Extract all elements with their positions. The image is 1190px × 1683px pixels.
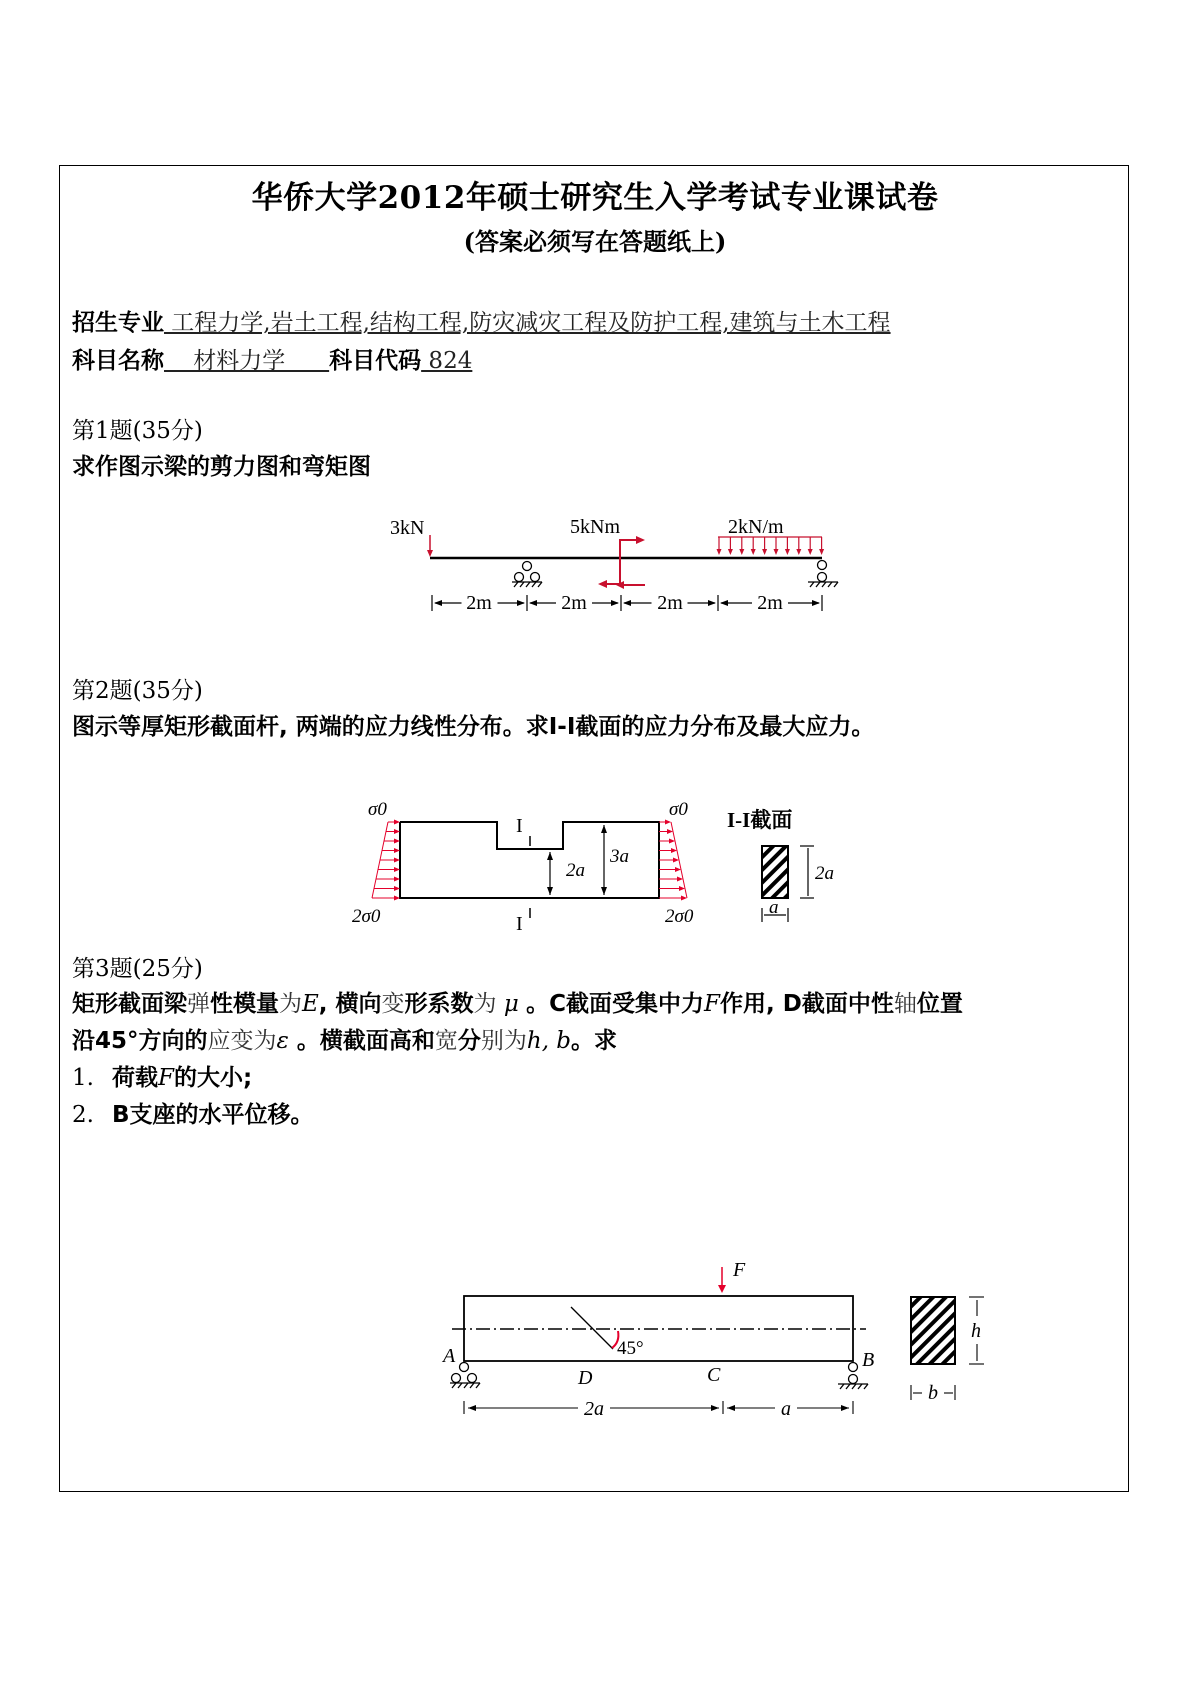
stress-arrow-head (671, 848, 677, 853)
q3-load-arrow (718, 1267, 726, 1293)
q3-text-line2 (72, 1022, 617, 1055)
text-run: 应变为 (207, 1028, 277, 1054)
udl-arrow-head (739, 549, 744, 555)
q1-text: 求作图示梁的剪力图和弯矩图 (72, 454, 371, 480)
dim-arrow-head (720, 600, 728, 606)
text-run: 别为 (480, 1028, 527, 1054)
q3-item-1 (72, 1059, 252, 1092)
text-run: 作用, D截面中性 (719, 991, 894, 1017)
stress-arrow-head (675, 867, 681, 872)
q1-span-label: 2m (657, 592, 683, 614)
q1-span-label: 2m (757, 592, 783, 614)
q3-section-width-label: b (928, 1382, 938, 1404)
q2-section-title: I-I截面 (727, 808, 793, 832)
udl-arrow-head (796, 549, 801, 555)
stress-arrow-head (665, 820, 671, 825)
major-value: 工程力学,岩土工程,结构工程,防灾减灾工程及防护工程,建筑与土木工程 (164, 310, 891, 336)
item-text: 荷载 (112, 1065, 158, 1091)
q1-roller-support-right (808, 561, 838, 588)
udl-arrow-head (774, 549, 779, 555)
q1-span-label: 2m (466, 592, 492, 614)
text-run: 矩形截面梁 (72, 991, 187, 1017)
dim-arrow-head (434, 600, 442, 606)
q2-section-height-dim (800, 846, 814, 898)
item-text: 的大小; (173, 1065, 253, 1091)
stress-arrow-head (673, 858, 679, 863)
udl-arrow-head (808, 549, 813, 555)
q1-point-load-arrow (427, 535, 433, 557)
udl-arrow-head (819, 549, 824, 555)
q1-moment-arrow (598, 536, 645, 588)
q2-stress-top-left: σ0 (368, 799, 387, 820)
q1-moment-label: 5kNm (570, 516, 620, 538)
q3-text-line1 (72, 985, 963, 1018)
exam-subtitle: (答案必须写在答题纸上) (463, 227, 727, 256)
var-f: F (704, 991, 720, 1017)
q1-span-label: 2m (561, 592, 587, 614)
q3-cross-section (911, 1297, 955, 1364)
text-run: 宽 (434, 1028, 458, 1054)
var-e: E (302, 991, 319, 1017)
q2-dim-notch (547, 852, 553, 895)
udl-arrow-head (785, 549, 790, 555)
text-run: 为 (279, 991, 302, 1017)
stress-arrow-head (679, 886, 685, 891)
text-run: 性模量 (210, 991, 279, 1017)
stress-arrow-head (667, 829, 673, 834)
q2-heading: 第2题(35分) (72, 678, 203, 704)
q3-point-d-label: D (578, 1367, 593, 1389)
stress-arrow-head (677, 877, 683, 882)
q3-section-height-label: h (971, 1320, 981, 1342)
text-run: , 横向 (318, 991, 382, 1017)
dim-arrow-head (611, 600, 619, 606)
q1-distributed-load-label: 2kN/m (728, 516, 784, 538)
q2-section-mark-top: I (516, 815, 523, 837)
text-run: 为 (473, 991, 497, 1017)
q2-section-mark-bottom: I (516, 913, 523, 935)
q3-45deg-line (571, 1307, 613, 1349)
text-run: 。求 (571, 1028, 618, 1054)
q2-dim-full (601, 825, 607, 895)
q3-span-dimension (464, 1401, 853, 1414)
q2-dim-full-label: 3a (610, 846, 629, 867)
q2-left-stress-distribution (372, 820, 400, 901)
dim-arrow-head (529, 600, 537, 606)
q1-pin-support-middle (512, 562, 542, 588)
text-run: 变 (381, 991, 405, 1017)
text-run: 。横截面高和 (288, 1028, 435, 1054)
text-run: 轴 (893, 991, 917, 1017)
dim-arrow-head (623, 600, 631, 606)
text-run: 沿45°方向的 (72, 1028, 208, 1054)
q1-point-load-label: 3kN (390, 517, 425, 539)
q1-heading: 第1题(35分) (72, 418, 203, 444)
q2-stress-bottom-right: 2σ0 (665, 906, 694, 927)
dim-arrow-head (517, 600, 525, 606)
q2-section-width-label: a (769, 897, 779, 918)
text-run: 。C截面受集中力 (526, 991, 705, 1017)
q2-text: 图示等厚矩形截面杆, 两端的应力线性分布。求I-I截面的应力分布及最大应力。 (72, 714, 875, 740)
q2-cross-section (762, 846, 788, 898)
udl-arrow-head (717, 549, 722, 555)
major-label: 招生专业 (72, 310, 164, 336)
q3-item-2 (72, 1096, 314, 1129)
item-text: B支座的水平位移。 (112, 1102, 314, 1128)
q2-stress-top-right: σ0 (669, 799, 688, 820)
var-f: F (158, 1065, 174, 1091)
var-epsilon: ε (276, 1028, 289, 1054)
text-run: 弹 (187, 991, 210, 1017)
text-run: 形系数 (404, 991, 474, 1017)
exam-title: 华侨大学2012年硕士研究生入学考试专业课试卷 (251, 180, 939, 216)
subject-value: 材料力学 (164, 348, 330, 374)
code-label: 科目代码 (329, 348, 422, 374)
q2-right-stress-distribution (659, 820, 687, 901)
dim-arrow-head (708, 600, 716, 606)
udl-arrow-head (728, 549, 733, 555)
udl-arrow-head (762, 549, 767, 555)
text-run: 分 (457, 1028, 481, 1054)
q3-load-label: F (733, 1259, 746, 1281)
subject-label: 科目名称 (72, 348, 164, 374)
q2-stress-bottom-left: 2σ0 (352, 906, 381, 927)
udl-arrow-head (751, 549, 756, 555)
q1-distributed-load-arrows (717, 537, 825, 555)
q2-section-height-label: 2a (815, 863, 834, 884)
code-value: 824 (421, 348, 473, 374)
q3-support-b-label: B (862, 1349, 875, 1371)
var-mu: μ (496, 991, 527, 1017)
item-number: 1. (72, 1065, 94, 1091)
q3-span-left-label: 2a (584, 1398, 604, 1420)
q3-point-c-label: C (707, 1364, 721, 1386)
var-h-b: h, b (526, 1028, 572, 1054)
q3-angle-label: 45° (617, 1338, 644, 1359)
q3-heading: 第3题(25分) (72, 956, 203, 982)
q3-support-a-label: A (443, 1345, 456, 1367)
q2-dim-notch-label: 2a (566, 860, 585, 881)
item-number: 2. (72, 1102, 94, 1128)
dim-arrow-head (812, 600, 820, 606)
q3-span-right-label: a (781, 1398, 791, 1420)
stress-arrow-head (669, 839, 675, 844)
text-run: 位置 (916, 991, 963, 1017)
stress-arrow-head (681, 896, 687, 901)
